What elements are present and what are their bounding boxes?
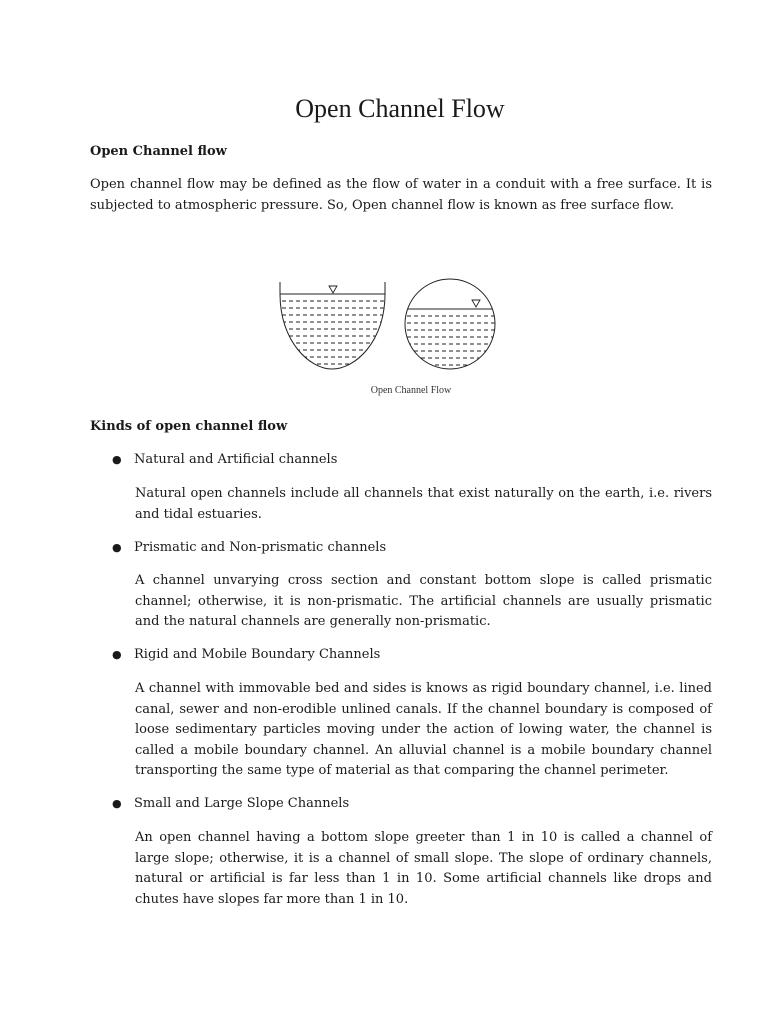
page-title: Open Channel Flow [295, 94, 505, 123]
u-channel-icon [275, 282, 390, 369]
bullet-item [112, 540, 386, 555]
bullet-label: Prismatic and Non-prismatic channels [134, 540, 387, 555]
bullet-description: An open channel having a bottom slope greeter than 1 in 10 is called a channel of large slope; otherwise, it is a channel of small slope. The slope of ordinary channels, natural or artificial is far less than 1 in 10. Some artificial channels like drops and chutes have slopes far more than 1 in 10. [135, 830, 712, 907]
bullet-description: A channel unvarying cross section and constant bottom slope is called prismatic channel; otherwise, it is non-prismatic. The artificial channels are usually prismatic and the natural channels are generally non-prismatic. [135, 573, 712, 629]
intro-paragraph: Open channel flow may be defined as the flow of water in a conduit with a free surface. It is subjected to atmospheric pressure. So, Open channel flow is known as free surface flow. [90, 177, 712, 213]
bullet-label: Small and Large Slope Channels [134, 796, 350, 811]
bullet-item [112, 796, 349, 811]
bullet-item [112, 647, 380, 662]
bullet-label: Natural and Artificial channels [134, 452, 338, 467]
bullet-label: Rigid and Mobile Boundary Channels [134, 647, 381, 662]
bullet-icon: ● [112, 797, 122, 810]
bullet-icon: ● [112, 453, 122, 466]
open-channel-flow-figure [275, 272, 525, 377]
bullet-icon: ● [112, 541, 122, 554]
section-heading: Open Channel flow [90, 144, 227, 159]
bullet-item [112, 452, 337, 467]
bullet-description: Natural open channels include all channels that exist naturally on the earth, i.e. rivers and tidal estuaries. [135, 486, 712, 522]
figure-caption: Open Channel Flow [370, 385, 452, 396]
kinds-heading: Kinds of open channel flow [90, 419, 288, 434]
bullet-description: A channel with immovable bed and sides is knows as rigid boundary channel, i.e. lined canal, sewer and non-erodible unlined canals. If the channel boundary is composed of loose sedimentary particles moving under the action of lowing water, the channel is called a mobile boundary channel. An alluvial channel is a mobile boundary channel transporting the same type of material as that comparing the channel perimeter. [135, 681, 712, 778]
bullet-icon: ● [112, 648, 122, 661]
circular-conduit-icon [400, 279, 500, 369]
